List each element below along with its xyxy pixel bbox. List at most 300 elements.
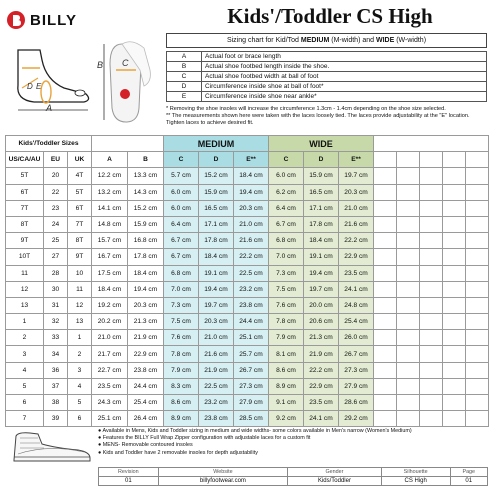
table-cell: 10T [6,249,44,265]
blank-cell [374,265,397,281]
table-row [6,411,489,427]
feature-text: MENS- Removable contoured insoles [102,442,193,449]
blank-cell [443,200,466,216]
table-cell: 27 [44,249,68,265]
table-cell: 22.2 cm [304,362,339,378]
caption-medium: MEDIUM [300,37,330,44]
table-cell: 31 [44,297,68,313]
legend-row [167,92,487,102]
table-cell: 23.2 cm [199,395,234,411]
table-cell: 20.0 cm [304,297,339,313]
blank-cell [374,378,397,394]
table-cell: 16.7 cm [92,249,128,265]
table-cell: 21.3 cm [128,314,164,330]
blank-cell [374,314,397,330]
blank-cell [374,395,397,411]
blank-cell [397,249,420,265]
blank-cell [466,378,489,394]
table-cell: 5 [68,395,92,411]
blank-cell [397,200,420,216]
column-header: US/CA/AU [6,152,44,168]
table-cell: 25.7 cm [234,346,269,362]
table-cell: 23.8 cm [128,362,164,378]
table-cell: 24.3 cm [92,395,128,411]
blank-cell [443,216,466,232]
footer-silhouette-value: CS High [381,477,450,486]
table-cell: 8T [68,233,92,249]
blank-cell [443,395,466,411]
blank-cell [374,249,397,265]
table-cell: 19.4 cm [234,184,269,200]
table-row [6,362,489,378]
high-top-shoe-icon [8,430,94,464]
table-cell: 20.3 cm [234,200,269,216]
blank-cell [397,281,420,297]
blank-cell [443,411,466,427]
table-row [6,233,489,249]
table-cell: 38 [44,395,68,411]
table-cell: 22.5 cm [199,378,234,394]
blank-cell [374,168,397,184]
group-header-row [6,136,489,152]
blank-cell [374,184,397,200]
table-cell: 6.4 cm [269,200,304,216]
blank-cell [397,378,420,394]
label-c: C [122,58,129,68]
feature-text: Features the BILLY Full Wrap Zipper configuration with adjustable laces for a custom fit [102,435,311,442]
caption-wide: WIDE [375,37,395,44]
table-cell: 6T [68,200,92,216]
table-row [6,346,489,362]
blank-cell [466,168,489,184]
blank-cell [466,297,489,313]
blank-cell [397,216,420,232]
blank-cell [374,152,397,168]
blank-cell [397,184,420,200]
feature-text: Kids and Toddler have 2 removable insoles for depth adjustability [102,449,258,456]
blank-cell [420,395,443,411]
blank-cell [466,200,489,216]
brand-logo [6,8,77,32]
table-cell: 23.5 cm [339,265,374,281]
table-cell: 8.1 cm [269,346,304,362]
table-cell: 36 [44,362,68,378]
footer-value-row [99,477,488,486]
table-cell: 16.5 cm [199,200,234,216]
column-header-row [6,152,489,168]
table-row [6,265,489,281]
table-cell: 26.7 cm [339,346,374,362]
table-cell: 22.9 cm [128,346,164,362]
table-cell: 33 [44,330,68,346]
table-cell: 9.1 cm [269,395,304,411]
footer-silhouette-label: Silhouette [381,468,450,477]
table-cell: 11 [68,281,92,297]
table-cell: 5 [6,378,44,394]
table-cell: 39 [44,411,68,427]
table-cell: 27.3 cm [234,378,269,394]
table-cell: 10 [68,265,92,281]
blank-cell [443,378,466,394]
table-cell: 3 [68,362,92,378]
blank-cell [397,168,420,184]
table-cell: 13.3 cm [128,168,164,184]
table-cell: 19.7 cm [304,281,339,297]
brand-name: BILLY [30,11,77,29]
table-cell: 2 [6,330,44,346]
table-cell: 9.2 cm [269,411,304,427]
legend-text: Actual shoe footbed width at ball of foot [202,72,487,82]
table-cell: 15.7 cm [92,233,128,249]
footer-revision-value: 01 [99,477,159,486]
table-cell: 16.5 cm [304,184,339,200]
column-header: E** [234,152,269,168]
legend-text: Actual foot or brace length [202,52,487,62]
blank-cell [420,233,443,249]
legend-key: B [167,62,202,72]
table-cell: 14.8 cm [92,216,128,232]
blank-cell [420,330,443,346]
table-cell: 21.9 cm [199,362,234,378]
table-cell: 26.7 cm [234,362,269,378]
table-cell: 17.1 cm [199,216,234,232]
column-header: E** [339,152,374,168]
blank-cell [397,297,420,313]
blank-cell [466,152,489,168]
blank-cell [374,216,397,232]
legend-text: Circumference inside shoe near ankle* [202,92,487,102]
caption-mid: (M-width) and [331,37,375,44]
legend-key: D [167,82,202,92]
table-cell: 16.8 cm [128,233,164,249]
table-cell: 7 [6,411,44,427]
table-cell: 24 [44,216,68,232]
blank-cell [443,330,466,346]
feature-item: ● Features the BILLY Full Wrap Zipper configuration with adjustable laces for a custom fit [98,435,311,442]
table-cell: 6.7 cm [164,249,199,265]
table-cell: 23.5 cm [92,378,128,394]
table-cell: 1 [6,314,44,330]
blank-cell [443,265,466,281]
size-chart-table [5,135,489,427]
table-cell: 18.4 cm [199,249,234,265]
table-cell: 5T [6,168,44,184]
table-cell: 20 [44,168,68,184]
table-cell: 17.8 cm [199,233,234,249]
table-cell: 27.3 cm [339,362,374,378]
footer-website-label: Website [158,468,287,477]
legend-key: E [167,92,202,102]
footer-revision-label: Revision [99,468,159,477]
table-cell: 21.9 cm [128,330,164,346]
table-cell: 15.2 cm [199,168,234,184]
table-cell: 5.7 cm [164,168,199,184]
table-cell: 6T [6,184,44,200]
blank-cell [466,184,489,200]
table-cell: 7.8 cm [164,346,199,362]
table-cell: 8.6 cm [164,395,199,411]
measurement-diagram [4,30,162,130]
footer-page-value: 01 [450,477,487,486]
table-cell: 24.1 cm [304,411,339,427]
table-cell: 18.4 cm [304,233,339,249]
sizing-chart-caption [166,33,487,48]
table-cell: 6 [6,395,44,411]
table-cell: 18.4 cm [92,281,128,297]
table-row [6,184,489,200]
table-cell: 6.8 cm [164,265,199,281]
sizes-group-header: Kids'/Toddler Sizes [6,136,92,152]
table-row [6,330,489,346]
table-cell: 34 [44,346,68,362]
table-cell: 23.2 cm [234,281,269,297]
table-cell: 27.9 cm [234,395,269,411]
table-row [6,249,489,265]
table-cell: 17.5 cm [92,265,128,281]
blank-cell [420,168,443,184]
blank-cell [466,216,489,232]
label-e: E [36,82,42,91]
table-cell: 23.8 cm [199,411,234,427]
table-cell: 3 [6,346,44,362]
blank-cell [443,249,466,265]
table-cell: 22 [44,184,68,200]
fit-notes [166,106,487,127]
footer-website-link[interactable]: billyfootwear.com [158,477,287,486]
table-cell: 13 [6,297,44,313]
table-cell: 6.0 cm [269,168,304,184]
table-cell: 20.3 cm [128,297,164,313]
table-cell: 15.9 cm [304,168,339,184]
table-cell: 25 [44,233,68,249]
blank-cell [466,346,489,362]
product-features [98,428,488,457]
table-cell: 29.2 cm [339,411,374,427]
table-cell: 13 [68,314,92,330]
blank-cell [397,152,420,168]
table-cell: 7.8 cm [269,314,304,330]
table-cell: 11 [6,265,44,281]
table-cell: 25.4 cm [339,314,374,330]
footer-gender-label: Gender [288,468,382,477]
table-cell: 7.0 cm [164,281,199,297]
blank-cell [420,216,443,232]
table-cell: 19.1 cm [199,265,234,281]
table-cell: 19.2 cm [92,297,128,313]
blank-cell [466,362,489,378]
table-cell: 7T [68,216,92,232]
table-cell: 7.3 cm [164,297,199,313]
table-cell: 4 [6,362,44,378]
column-header: UK [68,152,92,168]
table-cell: 6.4 cm [164,216,199,232]
table-cell: 14.1 cm [92,200,128,216]
column-header: C [269,152,304,168]
blank-cell [374,233,397,249]
table-cell: 12 [68,297,92,313]
foot-shoe-diagram-icon [4,30,162,130]
table-cell: 28.5 cm [234,411,269,427]
legend-row [167,52,487,62]
wide-group-header: WIDE [269,136,374,152]
table-cell: 21.6 cm [339,216,374,232]
blank-cell [443,152,466,168]
table-cell: 19.7 cm [199,297,234,313]
page-title: Kids'/Toddler CS High [227,4,433,28]
table-cell: 22.9 cm [339,249,374,265]
table-row [6,297,489,313]
blank-cell [374,411,397,427]
blank-cell [420,411,443,427]
legend-row [167,62,487,72]
legend-key: A [167,52,202,62]
table-row [6,314,489,330]
table-cell: 18.4 cm [128,265,164,281]
blank-cell [374,297,397,313]
blank-cell [397,395,420,411]
blank-cell [443,346,466,362]
blank-cell [397,411,420,427]
table-cell: 15.9 cm [128,216,164,232]
table-cell: 25.1 cm [234,330,269,346]
table-row [6,200,489,216]
table-cell: 7.5 cm [164,314,199,330]
table-cell: 21.3 cm [304,330,339,346]
legend-text: Circumference inside shoe at ball of foot* [202,82,487,92]
blank-cell [466,281,489,297]
legend-row [167,82,487,92]
blank-cell [420,281,443,297]
blank-cell [374,330,397,346]
blank-cell [420,265,443,281]
table-cell: 8.6 cm [269,362,304,378]
label-b: B [97,60,104,70]
table-cell: 12 [6,281,44,297]
blank-cell [443,168,466,184]
table-cell: 7.6 cm [164,330,199,346]
blank-cell [466,249,489,265]
legend-text: Actual shoe footbed length inside the shoe. [202,62,487,72]
table-cell: 28.6 cm [339,395,374,411]
table-cell: 5T [68,184,92,200]
feature-item: ● MENS- Removable contoured insoles [98,442,193,449]
blank-cell [374,200,397,216]
table-cell: 17.8 cm [304,216,339,232]
blank-cell [466,330,489,346]
table-cell: 20.3 cm [339,184,374,200]
column-header: A [92,152,128,168]
blank-cell [466,265,489,281]
table-cell: 6.0 cm [164,184,199,200]
blank-cell [420,314,443,330]
table-row [6,378,489,394]
column-header: D [304,152,339,168]
table-cell: 6 [68,411,92,427]
table-cell: 25.1 cm [92,411,128,427]
table-cell: 24.4 cm [128,378,164,394]
blank-cell [466,314,489,330]
table-cell: 21.7 cm [92,346,128,362]
blank-cell [466,233,489,249]
blank-cell [443,297,466,313]
legend-row [167,72,487,82]
table-cell: 23 [44,200,68,216]
legend-key: C [167,72,202,82]
label-a: A [46,103,53,113]
table-cell: 8.9 cm [269,378,304,394]
blank-cell [374,362,397,378]
table-cell: 27.9 cm [339,378,374,394]
medium-group-header: MEDIUM [164,136,269,152]
table-cell: 22.2 cm [339,233,374,249]
caption-prefix: Sizing chart for Kid/Tod [226,37,299,44]
table-cell: 21.0 cm [234,216,269,232]
blank-cell [420,297,443,313]
document-footer [98,467,488,486]
blank-cell [443,314,466,330]
table-cell: 15.9 cm [199,184,234,200]
blank-cell [420,378,443,394]
table-cell: 8T [6,216,44,232]
table-cell: 23.8 cm [234,297,269,313]
table-cell: 7.6 cm [269,297,304,313]
label-d: D [27,82,33,91]
table-cell: 2 [68,346,92,362]
blank-cell [443,184,466,200]
table-row [6,395,489,411]
table-cell: 4 [68,378,92,394]
blank-cell [92,136,164,152]
blank-cell [397,330,420,346]
table-cell: 22.2 cm [234,249,269,265]
measurement-legend [166,51,487,102]
table-cell: 22.9 cm [304,378,339,394]
caption-suffix: (W-width) [396,37,427,44]
table-cell: 19.7 cm [339,168,374,184]
table-cell: 18.4 cm [234,168,269,184]
table-cell: 9T [68,249,92,265]
table-cell: 37 [44,378,68,394]
feature-text: Available in Mens, Kids and Toddler sizing in medium and wide widths- some colors available in Men's narrow (Women's Medium) [102,428,412,434]
table-cell: 8.3 cm [164,378,199,394]
blank-cell [466,395,489,411]
column-header: B [128,152,164,168]
table-cell: 21.0 cm [92,330,128,346]
table-cell: 7.9 cm [164,362,199,378]
blank-cell [397,346,420,362]
footer-gender-value: Kids/Toddler [288,477,382,486]
table-cell: 7T [6,200,44,216]
shoe-illustration [8,430,94,464]
table-row [6,216,489,232]
table-cell: 19.4 cm [304,265,339,281]
feature-item: ● Available in Mens, Kids and Toddler sizing in medium and wide widths- some colors available in Men's narrow (Women's Medium) [98,428,412,434]
blank-cell [420,362,443,378]
table-cell: 7.5 cm [269,281,304,297]
blank-cell [397,265,420,281]
blank-cell [420,346,443,362]
note-laces: ** The measurements shown here were taken with the laces loosely tied. The laces provide adjustability at the "E" location. Tighten laces to achieve desired fit. [166,113,470,126]
table-cell: 24.4 cm [234,314,269,330]
blank-cell [443,362,466,378]
blank-cell [443,281,466,297]
table-cell: 26.4 cm [128,411,164,427]
table-cell: 23.5 cm [304,395,339,411]
table-cell: 32 [44,314,68,330]
table-cell: 21.6 cm [234,233,269,249]
table-cell: 20.3 cm [199,314,234,330]
note-insole: * Removing the shoe insoles will increase the circumference 1.3cm - 1.4cm depending on the shoe size selected. [166,106,446,112]
